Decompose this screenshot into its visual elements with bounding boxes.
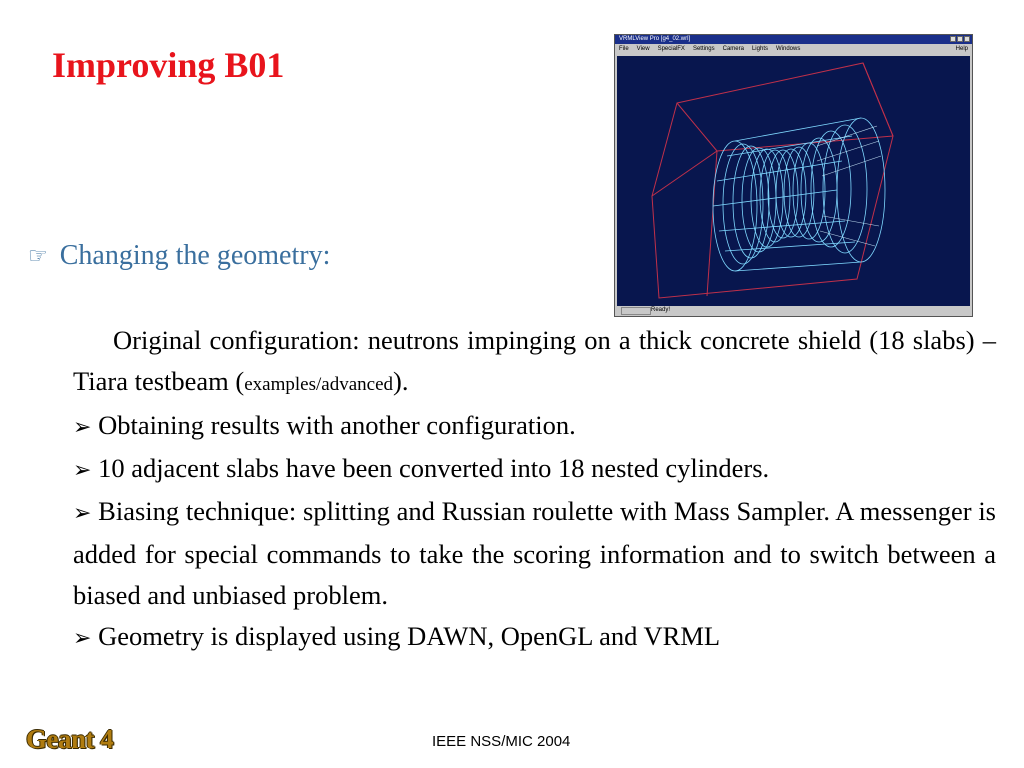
- status-text: Ready!: [651, 307, 671, 313]
- bullet-heading-text: Changing the geometry:: [59, 240, 331, 271]
- conference-label: IEEE NSS/MIC 2004: [432, 733, 571, 750]
- list-item-text: 10 adjacent slabs have been converted into 18 nested cylinders.: [91, 453, 770, 483]
- para1-end-text: ).: [393, 366, 409, 396]
- maximize-icon[interactable]: [957, 36, 963, 42]
- list-item: [73, 405, 996, 448]
- menu-specialfx[interactable]: SpecialFX: [657, 46, 685, 52]
- paragraph-original-config: [73, 320, 996, 405]
- vrml-statusbar: [617, 306, 970, 315]
- para1-main-text: Original configuration: neutrons impinging on a thick concrete shield (18 slabs) – Tiara testbeam (: [73, 325, 996, 396]
- list-item-text: Biasing technique: splitting and Russian roulette with Mass Sampler. A messenger is added for special commands to take the scoring information and to switch between a biased and unbiased problem.: [73, 496, 996, 610]
- menu-file[interactable]: File: [619, 46, 629, 52]
- slide-body: [73, 320, 996, 659]
- status-indicator: [621, 307, 651, 315]
- vrml-titlebar: [615, 35, 972, 44]
- list-item-text: Obtaining results with another configuration.: [91, 410, 576, 440]
- menu-lights[interactable]: Lights: [751, 46, 768, 52]
- arrow-bullet-icon: ➢: [73, 626, 92, 651]
- list-item: [73, 616, 996, 659]
- list-item: [73, 448, 996, 491]
- slide-title: Improving B01: [52, 45, 285, 85]
- vrml-viewer-window: [614, 34, 973, 317]
- list-item-text: Geometry is displayed using DAWN, OpenGL and VRML: [91, 621, 721, 651]
- minimize-icon[interactable]: [950, 36, 956, 42]
- arrow-bullet-icon: ➢: [73, 458, 92, 483]
- menu-camera[interactable]: Camera: [722, 46, 744, 52]
- vrml-window-title: VRMLView Pro [g4_02.wrl]: [619, 36, 691, 42]
- list-item: [73, 491, 996, 616]
- vrml-3d-canvas[interactable]: [617, 56, 970, 306]
- arrow-bullet-icon: ➢: [73, 501, 92, 526]
- arrow-bullet-icon: ➢: [73, 415, 92, 440]
- close-icon[interactable]: [964, 36, 970, 42]
- pointing-hand-icon: ☞: [28, 243, 48, 269]
- menu-help[interactable]: Help: [955, 46, 968, 52]
- bullet-heading: [28, 240, 330, 272]
- geant4-logo: Geant 4: [26, 724, 114, 754]
- menu-windows[interactable]: Windows: [775, 46, 801, 52]
- para1-small-text: examples/advanced: [244, 374, 393, 395]
- menu-view[interactable]: View: [636, 46, 650, 52]
- menu-settings[interactable]: Settings: [692, 46, 715, 52]
- vrml-menubar: [615, 44, 972, 54]
